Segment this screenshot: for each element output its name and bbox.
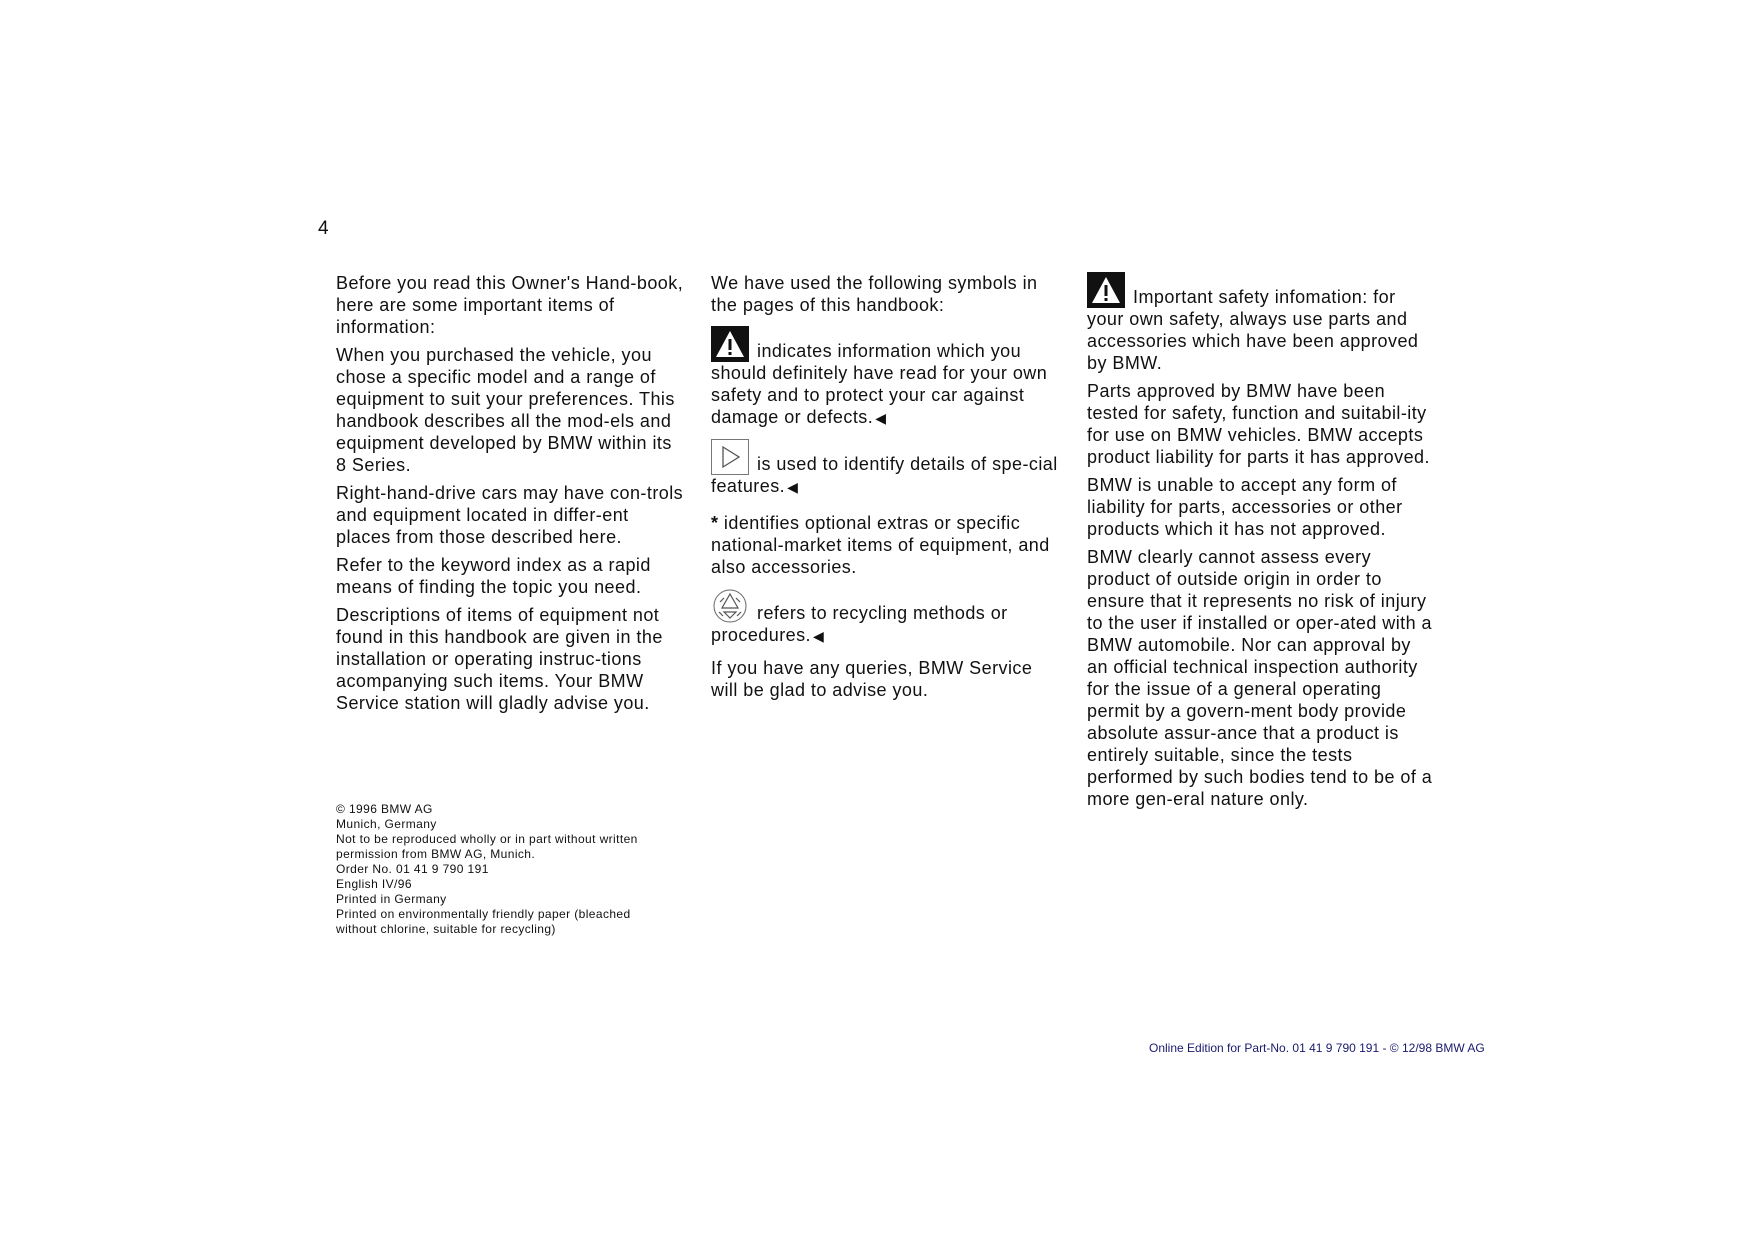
colophon-line: Printed on environmentally friendly paper (bleached [336,907,631,921]
symbols-intro: We have used the following symbols in the pages of this handbook: [711,273,1038,315]
queries-paragraph: If you have any queries, BMW Service will be glad to advise you. [711,658,1033,700]
safety-column [1087,272,1437,816]
warning-symbol-paragraph [711,326,1061,429]
end-mark-icon: ◀ [875,410,887,426]
symbols-column [711,272,1061,707]
index-paragraph: Refer to the keyword index as a rapid means of finding the topic you need. [336,555,651,597]
colophon-line: Order No. 01 41 9 790 191 [336,862,489,876]
intro-column [336,272,686,720]
play-arrow-icon [711,439,749,475]
online-edition-footer: Online Edition for Part-No. 01 41 9 790 191 - © 12/98 BMW AG [1149,1041,1485,1055]
asterisk-paragraph [711,512,1061,578]
recycle-symbol-text: refers to recycling methods or procedures. [711,603,1008,645]
safety-info-paragraph [1087,272,1437,374]
colophon-line: © 1996 BMW AG [336,802,433,816]
recycling-icon [711,588,749,624]
liability-paragraph: BMW is unable to accept any form of liability for parts, accessories or other products which it has not approved. [1087,475,1403,539]
warning-triangle-icon [711,326,749,362]
asterisk-symbol: * [711,513,719,533]
warning-triangle-icon [1087,272,1125,308]
colophon-line: Not to be reproduced wholly or in part without written [336,832,638,846]
end-mark-icon: ◀ [813,628,825,644]
intro-paragraph: Before you read this Owner's Hand-book, here are some important items of information: [336,273,684,337]
safety-info-text: Important safety infomation: for your own safety, always use parts and accessories which have been approved by BMW. [1087,287,1419,373]
equipment-paragraph: Descriptions of items of equipment not found in this handbook are given in the installation or operating instruc-tions acompanying such items. Your BMW Service station will gladly advise you. [336,605,663,713]
special-symbol-text: is used to identify details of spe-cial features. [711,454,1058,496]
asterisk-text: identifies optional extras or specific national-market items of equipment, and also accessories. [711,513,1050,577]
colophon-line: English IV/96 [336,877,412,891]
approved-parts-paragraph: Parts approved by BMW have been tested for safety, function and suitabil-ity for use on BMW vehicles. BMW accepts product liability for parts it has approved. [1087,381,1430,467]
end-mark-icon: ◀ [787,479,799,495]
colophon-line: without chlorine, suitable for recycling) [336,922,556,936]
colophon [336,802,638,937]
warning-symbol-text: indicates information which you should definitely have read for your own safety and to protect your car against damage or defects. [711,341,1048,427]
page-number: 4 [318,218,329,239]
model-paragraph: When you purchased the vehicle, you chose a specific model and a range of equipment to suit your preferences. This handbook describes all the mod-els and equipment developed by BMW within its 8 Series. [336,345,675,475]
special-symbol-paragraph [711,439,1061,498]
colophon-line: permission from BMW AG, Munich. [336,847,536,861]
colophon-line: Printed in Germany [336,892,447,906]
recycle-symbol-paragraph [711,588,1061,647]
rhd-paragraph: Right-hand-drive cars may have con-trols and equipment located in differ-ent places from those described here. [336,483,684,547]
colophon-line: Munich, Germany [336,817,437,831]
assessment-paragraph: BMW clearly cannot assess every product of outside origin in order to ensure that it represents no risk of injury to the user if installed or oper-ated with a BMW automobile. Nor can approval by an official technical inspection authority for the issue of a general operating permit by a govern-ment body provide absolute assur-ance that a product is entirely suitable, since the tests performed by such bodies tend to be of a more gen-eral nature only. [1087,547,1433,809]
